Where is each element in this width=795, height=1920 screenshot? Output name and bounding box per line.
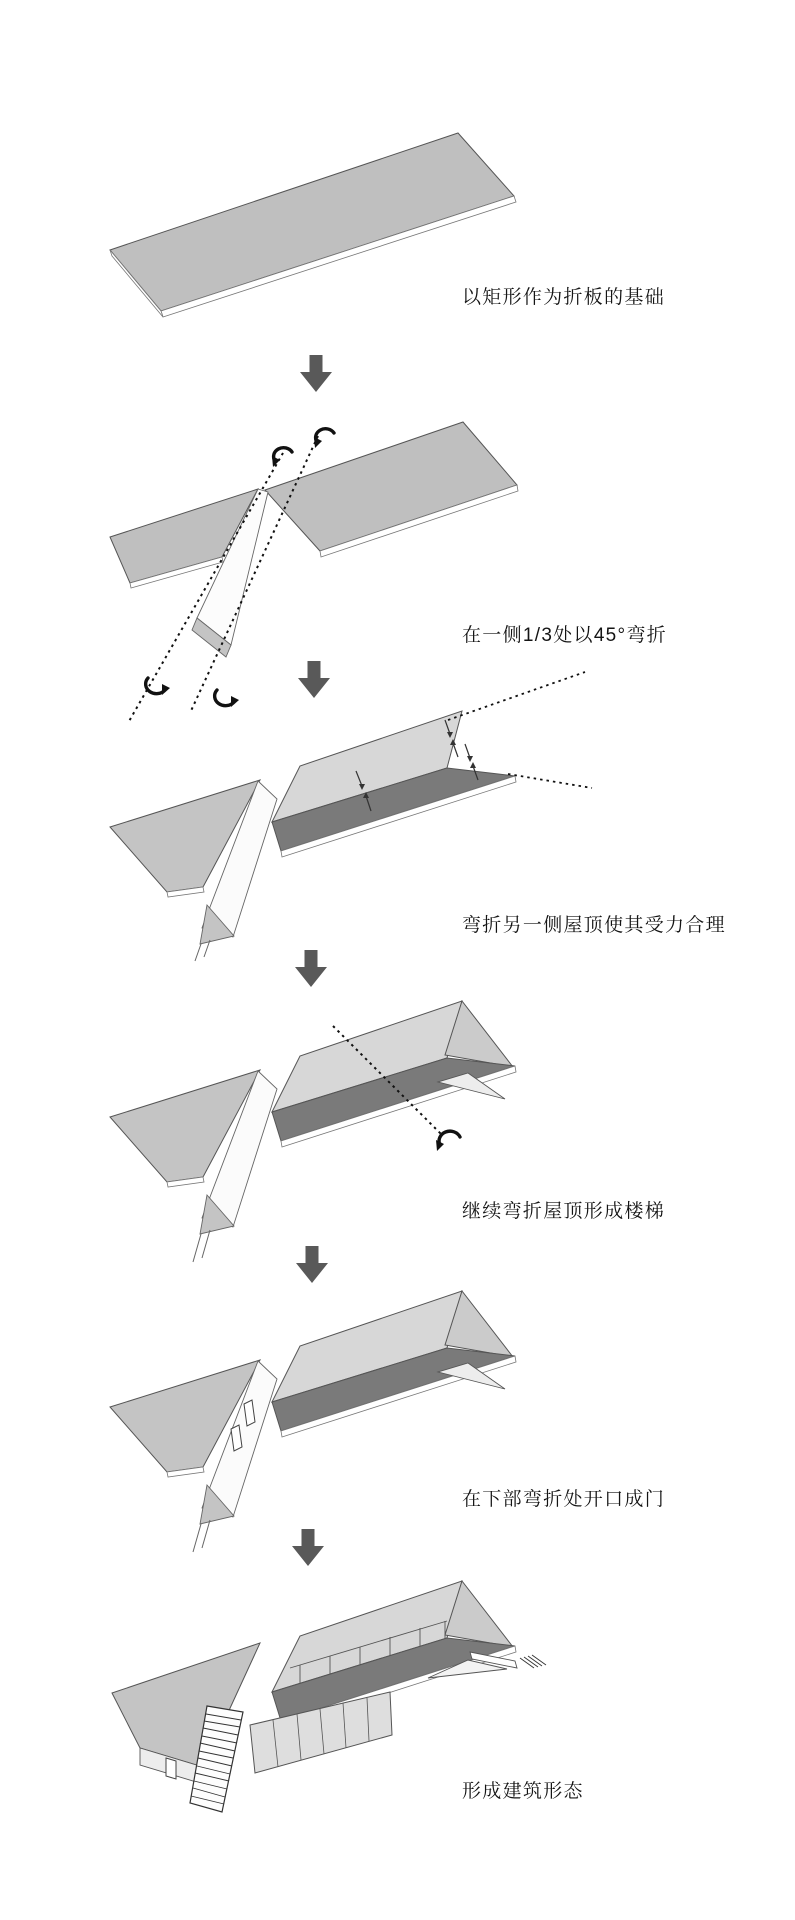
right-louver-hatch — [520, 1655, 546, 1668]
down-arrow-icon — [298, 661, 330, 698]
fold-leg — [193, 1234, 201, 1262]
fold-leg — [193, 1524, 201, 1552]
fold-line-dotted — [128, 453, 283, 723]
step-3-caption: 弯折另一侧屋顶使其受力合理 — [462, 915, 726, 936]
rotation-arrow-icon — [215, 690, 239, 707]
door-opening — [166, 1758, 176, 1779]
fold-leg — [202, 1520, 210, 1548]
rotation-arrow-icon — [314, 429, 334, 448]
down-arrow-icon — [295, 950, 327, 987]
step-4-caption: 继续弯折屋顶形成楼梯 — [462, 1201, 666, 1222]
step-1-caption: 以矩形作为折板的基础 — [462, 287, 666, 308]
down-arrow-icon — [300, 355, 332, 392]
step-6-caption: 形成建筑形态 — [462, 1781, 584, 1802]
rotation-arrow-icon — [436, 1131, 460, 1151]
fold-line-dotted — [190, 436, 318, 713]
fold-line-dotted — [448, 672, 585, 720]
fold-leg — [202, 1230, 210, 1258]
rotation-arrow-icon — [272, 448, 292, 467]
fold-leg — [195, 944, 201, 961]
step-1-diagram — [110, 133, 516, 317]
fold-line-dotted — [508, 774, 592, 788]
left-plate-top-face — [112, 1643, 260, 1767]
step-5-caption: 在下部弯折处开口成门 — [462, 1489, 666, 1510]
step-6-diagram — [112, 1581, 546, 1812]
rotation-arrow-icon — [146, 678, 170, 695]
down-arrow-icon — [292, 1529, 324, 1566]
step-4-diagram — [110, 1001, 516, 1262]
down-arrow-icon — [296, 1246, 328, 1283]
step-5-diagram — [110, 1291, 516, 1552]
step-2-caption: 在一侧1/3处以45°弯折 — [462, 625, 668, 646]
